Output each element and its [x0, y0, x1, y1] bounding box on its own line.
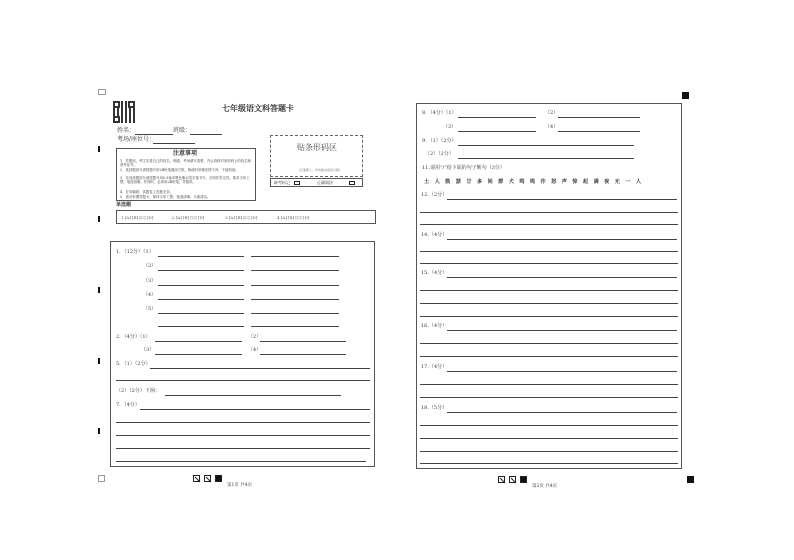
q2-label: 2．（4分）（1） [116, 334, 151, 340]
q16-label: 16.（4分） [421, 323, 448, 329]
q1-5-blank-b[interactable] [251, 313, 339, 314]
absent-checkbox[interactable] [294, 181, 300, 185]
q18-line[interactable] [420, 463, 678, 464]
q17-label: 17.（4分） [421, 364, 448, 370]
q1-2-blank-a[interactable] [158, 270, 244, 271]
q9-2-blank[interactable] [458, 158, 634, 159]
name-field[interactable] [135, 134, 173, 135]
barcode-subtitle: （正面朝上，切勿贴出虚线方框） [297, 168, 343, 172]
q15-line[interactable] [420, 316, 678, 317]
q9-2-label: （2）（2分） [425, 151, 454, 157]
page-mark-icon [193, 475, 200, 482]
choice-row[interactable]: 4 [A] [B] [C] [D] [277, 215, 310, 220]
page-mark-icon [498, 476, 505, 483]
choice-row[interactable]: 2 [A] [B] [C] [D] [172, 215, 205, 220]
class-label: 班级： [173, 127, 192, 134]
q1-4-blank-b[interactable] [251, 299, 339, 300]
q8-2-blank[interactable] [558, 117, 640, 118]
q7-line[interactable] [140, 409, 370, 410]
q11-label: 11.请用“/”给下面的句子断句（3分） [422, 165, 505, 171]
absent-mark-box [270, 178, 363, 187]
notice-item: 2．选择题部分请按题号用2B铅笔填涂方框，修改时用橡皮擦干净，不留痕迹。 [120, 168, 239, 172]
q8-4-label: （4） [545, 124, 559, 130]
choice-label: 单选题 [116, 202, 132, 208]
notice-box [116, 148, 256, 201]
q18-line[interactable] [420, 425, 678, 426]
q12-line[interactable] [447, 199, 677, 200]
choice-box [116, 210, 376, 224]
q1-2-blank-b[interactable] [251, 270, 339, 271]
notice-item: 4．在草稿纸、试题卷上答题无效。 [120, 190, 174, 194]
q18-label: 18.（5分） [421, 405, 448, 411]
q1-4-label: （4） [143, 292, 157, 298]
q1-5-blank-a[interactable] [158, 313, 244, 314]
barcode-title: 贴条形码区 [297, 143, 337, 152]
timing-mark [98, 216, 100, 222]
q7-line[interactable] [116, 435, 370, 436]
q9-1-blank[interactable] [458, 145, 634, 146]
q1-label: 1．（12分）（1） [116, 249, 154, 255]
q1-3-blank-b[interactable] [251, 285, 339, 286]
q17-line[interactable] [447, 371, 677, 372]
q8-4-blank[interactable] [558, 131, 640, 132]
page-mark-icon [509, 476, 516, 483]
q18-line[interactable] [420, 451, 678, 452]
page-mark-icon [204, 475, 211, 482]
page-mark-icon [520, 476, 527, 483]
notice-item: 5．请勿折叠答题卡，保持字体工整、笔迹清晰、卡面清洁。 [120, 195, 211, 199]
q7-line[interactable] [116, 422, 370, 423]
choice-row[interactable]: 3 [A] [B] [C] [D] [225, 215, 258, 220]
q5-label: 5．（1）（2分） [116, 361, 151, 367]
q2-4-label: （4） [248, 347, 262, 353]
q7-label: 7．（4分） [116, 402, 140, 408]
q12-line[interactable] [420, 212, 678, 213]
q14-line[interactable] [447, 239, 677, 240]
q16-line[interactable] [447, 330, 677, 331]
q2-2-blank[interactable] [260, 341, 346, 342]
q7-line[interactable] [116, 461, 366, 462]
q17-line[interactable] [420, 384, 678, 385]
timing-mark [98, 428, 100, 434]
name-label: 姓名： [117, 127, 136, 134]
exam-no-label: 考场/座位号： [117, 136, 156, 143]
q1-4-blank-a[interactable] [158, 299, 244, 300]
q1-5-label: （5） [143, 306, 157, 312]
q2-3-blank[interactable] [155, 354, 242, 355]
timing-mark [98, 358, 100, 364]
notice-heading: 注意事项 [173, 150, 198, 157]
q17-line[interactable] [420, 397, 678, 398]
q8-3-label: （3） [443, 124, 457, 130]
absent-label: 缺考标记 [274, 180, 290, 185]
q5-2-label: （2）（2分）下阕： [116, 388, 160, 394]
corner-mark-top-right [682, 92, 689, 99]
corner-mark-bottom-right [687, 476, 694, 483]
q1-6-blank-a[interactable] [158, 326, 244, 327]
q8-label: 8．（4分）（1） [422, 110, 457, 116]
q1-6-blank-b[interactable] [251, 326, 339, 327]
q18-line[interactable] [420, 438, 678, 439]
q15-line[interactable] [420, 303, 678, 304]
q15-line[interactable] [447, 277, 677, 278]
q16-line[interactable] [420, 343, 678, 344]
q11-sentence: 土 人 鼓 瑟 廿 多 间 群 犬 鸣 鸣 作 怒 声 惊 起 满 夜 无 一 人 [424, 179, 643, 185]
notice-item: 1．答题前，考生先将自己的姓名、班级、考场填写清楚，并认真核对条形码上的姓名和准考证号。 [120, 159, 251, 168]
corner-mark-bottom-left [98, 475, 105, 482]
q18-line[interactable] [447, 412, 677, 413]
q1-1-blank-b[interactable] [251, 256, 339, 257]
timing-mark [98, 146, 100, 152]
q12-line[interactable] [420, 224, 678, 225]
q2-2-label: （2） [248, 334, 262, 340]
choice-row[interactable]: 1 [A] [B] [C] [D] [121, 215, 154, 220]
q9-label: 9．（1）（2分） [422, 138, 457, 144]
class-field[interactable] [190, 134, 222, 135]
q2-1-blank[interactable] [155, 341, 242, 342]
q8-3-blank[interactable] [458, 131, 536, 132]
q1-3-blank-a[interactable] [158, 285, 244, 286]
q16-line[interactable] [420, 356, 678, 357]
timing-mark [98, 287, 100, 293]
q2-3-label: （3） [141, 347, 155, 353]
notice-item: 3．非选择题部分请按题号用0.5毫米黑色墨水签字笔书写，否则作答无效。要求字体工整、笔迹清晰。作图时，必须用2B铅笔，并描浓。 [120, 176, 250, 185]
q5-1-line[interactable] [150, 368, 370, 369]
q8-2-label: （2） [545, 110, 559, 116]
q14-line[interactable] [420, 263, 678, 264]
q5-2-line[interactable] [165, 395, 341, 396]
page-number-right: 第2页 共4页 [532, 484, 558, 489]
page-number-left: 第1页 共4页 [227, 483, 253, 488]
q2-4-blank[interactable] [260, 354, 346, 355]
q14-line[interactable] [420, 251, 678, 252]
q8-1-blank[interactable] [458, 117, 536, 118]
qr-code [113, 101, 135, 123]
corner-mark-top-left [98, 89, 106, 95]
q5-1-line2[interactable] [116, 380, 370, 381]
absent-hint: 正确填涂 [317, 180, 333, 185]
q15-line[interactable] [420, 290, 678, 291]
q1-1-blank-a[interactable] [158, 256, 244, 257]
exam-no-field[interactable] [153, 143, 195, 144]
q1-3-label: （3） [143, 278, 157, 284]
filled-example-icon [349, 181, 355, 185]
q15-label: 15.（4分） [421, 270, 448, 276]
q12-label: 12.（2分） [421, 192, 448, 198]
page-mark-icon [215, 475, 222, 482]
barcode-area [270, 135, 363, 177]
sheet-title: 七年级语文科答题卡 [222, 103, 294, 113]
q7-line[interactable] [116, 448, 370, 449]
q14-label: 14.（4分） [421, 232, 448, 238]
q1-2-label: （2） [143, 263, 157, 269]
